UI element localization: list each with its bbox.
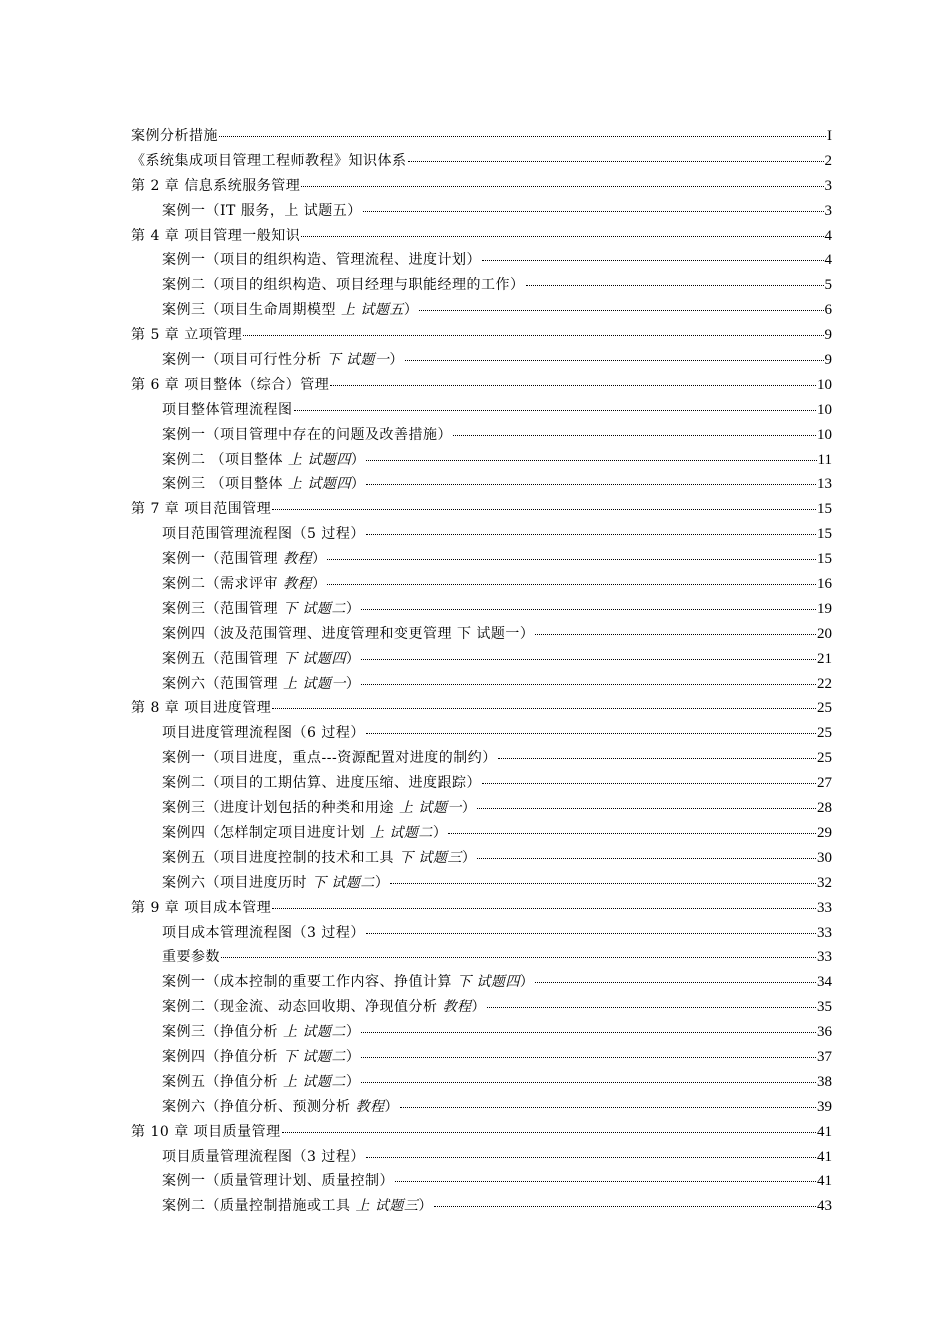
toc-entry-exam-ref: 下 试题四 <box>282 650 346 667</box>
page-number: 34 <box>817 974 832 991</box>
toc-entry-sub[interactable] <box>131 971 832 996</box>
dot-leader <box>361 1082 816 1083</box>
toc-entry-text: 案例一（IT 服务，上 试题五） <box>162 202 362 219</box>
page-number: 15 <box>817 526 832 543</box>
toc-entry-text: 案例四（怎样制定项目进度计划 <box>162 824 370 841</box>
page-number: 25 <box>817 700 832 717</box>
dot-leader <box>327 584 816 585</box>
toc-entry-title <box>131 1121 281 1141</box>
toc-entry-sub[interactable] <box>131 772 832 797</box>
toc-entry-text: 案例一（项目管理中存在的问题及改善措施） <box>162 426 452 443</box>
dot-leader <box>390 883 816 884</box>
toc-entry-text: 案例三（挣值分析 <box>162 1024 283 1041</box>
toc-entry-title <box>131 897 271 917</box>
toc-entry-exam-ref: 上 试题二 <box>369 824 433 841</box>
toc-entry-title <box>162 1021 360 1041</box>
page-number: 15 <box>817 501 832 518</box>
toc-entry-chapter[interactable] <box>131 498 832 523</box>
dot-leader <box>327 559 816 560</box>
toc-entry-title <box>162 1195 433 1215</box>
toc-entry-title <box>162 449 365 469</box>
dot-leader <box>434 1206 816 1207</box>
page-number: 4 <box>824 227 832 244</box>
toc-entry-exam-ref: 上 试题五 <box>340 302 404 319</box>
toc-entry-title <box>162 922 365 942</box>
dot-leader <box>361 1057 816 1058</box>
toc-entry-title <box>162 971 534 991</box>
dot-leader <box>400 1107 816 1108</box>
toc-entry-title <box>131 125 218 145</box>
toc-entry-text: 案例六（范围管理 <box>162 675 283 692</box>
toc-entry-title <box>162 946 220 966</box>
toc-entry-closing: ） <box>461 849 477 866</box>
toc-entry-title <box>162 473 365 493</box>
dot-leader <box>272 908 816 909</box>
page-number: 41 <box>817 1148 832 1165</box>
toc-entry-text: 案例三（进度计划包括的种类和用途 <box>162 800 399 817</box>
toc-entry-sub[interactable] <box>131 922 832 947</box>
dot-leader <box>301 186 823 187</box>
toc-entry-title <box>162 349 404 369</box>
page-number: 33 <box>817 924 832 941</box>
toc-entry-sub[interactable] <box>131 449 832 474</box>
dot-leader <box>526 285 824 286</box>
toc-entry-title <box>162 996 486 1016</box>
toc-entry-sub[interactable] <box>131 1195 832 1220</box>
toc-entry-exam-ref: 下 试题二 <box>311 874 375 891</box>
toc-entry-closing: ） <box>471 999 486 1016</box>
toc-entry-text: 第 7 章 项目范围管理 <box>131 501 272 518</box>
toc-entry-title <box>162 598 360 618</box>
toc-entry-text: 案例一（项目的组织构造、管理流程、进度计划） <box>162 252 481 269</box>
toc-entry-text: 案例六（项目进度历时 <box>162 874 312 891</box>
toc-entry-closing: ） <box>350 476 366 493</box>
toc-entry-title <box>162 872 389 892</box>
dot-leader <box>361 1032 816 1033</box>
toc-entry-closing: ） <box>519 974 535 991</box>
dot-leader <box>330 385 816 386</box>
dot-leader <box>419 310 823 311</box>
dot-leader <box>477 808 816 809</box>
toc-entry-exam-ref: 下 试题三 <box>398 849 462 866</box>
toc-entry-title <box>162 797 476 817</box>
page-number: 41 <box>817 1173 832 1190</box>
toc-entry-title <box>131 150 407 170</box>
toc-entry-text: 案例六（挣值分析、预测分析 <box>162 1098 356 1115</box>
toc-entry-text: 案例四（波及范围管理、进度管理和变更管理 下 试题一） <box>162 625 535 642</box>
toc-entry-title <box>162 548 326 568</box>
toc-entry-text: 项目范围管理流程图（5 过程） <box>162 526 365 543</box>
toc-entry-sub[interactable] <box>131 473 832 498</box>
toc-entry-text: 案例三 （项目整体 <box>162 476 288 493</box>
toc-entry-sub[interactable] <box>131 598 832 623</box>
toc-entry-text: 第 10 章 项目质量管理 <box>131 1123 281 1140</box>
page-number: 19 <box>817 600 832 617</box>
dot-leader <box>366 933 816 934</box>
toc-entry-exam-ref: 上 试题四 <box>287 451 351 468</box>
page-number: 25 <box>817 750 832 767</box>
page-number: 16 <box>817 576 832 593</box>
dot-leader <box>272 708 816 709</box>
toc-entry-title <box>162 274 525 294</box>
toc-entry-text: 案例二（需求评审 <box>162 576 283 593</box>
page-number: 2 <box>824 152 832 169</box>
dot-leader <box>487 1007 816 1008</box>
toc-entry-chapter[interactable] <box>131 374 832 399</box>
toc-entry-exam-ref: 下 试题四 <box>456 974 520 991</box>
dot-leader <box>448 833 816 834</box>
page-number: 9 <box>824 352 832 369</box>
toc-entry-sub[interactable] <box>131 1096 832 1121</box>
toc-entry-sub[interactable] <box>131 399 832 424</box>
toc-entry-title <box>131 324 242 344</box>
toc-entry-text: 第 4 章 项目管理一般知识 <box>131 227 301 244</box>
dot-leader <box>482 783 816 784</box>
toc-entry-title <box>162 747 497 767</box>
toc-entry-title <box>162 249 481 269</box>
dot-leader <box>408 161 824 162</box>
dot-leader <box>361 609 816 610</box>
page-number: 37 <box>817 1048 832 1065</box>
dot-leader <box>366 1157 816 1158</box>
toc-entry-closing: ） <box>311 551 327 568</box>
toc-entry-text: 案例二（项目的工期估算、进度压缩、进度跟踪） <box>162 775 481 792</box>
toc-entry-sub[interactable] <box>131 1146 832 1171</box>
toc-entry-exam-ref: 教程 <box>282 551 312 568</box>
toc-entry-exam-ref: 上 试题一 <box>398 800 462 817</box>
page-number: 27 <box>817 775 832 792</box>
page-number: 6 <box>824 302 832 319</box>
toc-entry-sub[interactable] <box>131 548 832 573</box>
page-number: 35 <box>817 999 832 1016</box>
page-number: 38 <box>817 1073 832 1090</box>
table-of-contents <box>131 125 832 1220</box>
toc-entry-title <box>162 648 360 668</box>
toc-entry-title <box>162 424 452 444</box>
page-number: 11 <box>817 451 832 468</box>
toc-entry-text: 第 5 章 立项管理 <box>131 327 243 344</box>
toc-entry-text: 重要参数 <box>162 949 220 966</box>
toc-entry-exam-ref: 上 试题一 <box>282 675 346 692</box>
toc-entry-text: 《系统集成项目管理工程师教程》知识体系 <box>131 152 407 169</box>
toc-entry-sub[interactable] <box>131 623 832 648</box>
toc-entry-text: 案例三（项目生命周期模型 <box>162 302 341 319</box>
dot-leader <box>366 534 816 535</box>
toc-entry-closing: ） <box>311 576 327 593</box>
dot-leader <box>272 509 816 510</box>
toc-entry-sub[interactable] <box>131 797 832 822</box>
toc-entry-closing: ） <box>350 451 366 468</box>
page-number: 15 <box>817 551 832 568</box>
toc-entry-title <box>131 225 300 245</box>
toc-entry-text: 第 6 章 项目整体（综合）管理 <box>131 376 330 393</box>
toc-entry-sub[interactable] <box>131 1021 832 1046</box>
toc-entry-sub[interactable] <box>131 1071 832 1096</box>
page-number: 25 <box>817 725 832 742</box>
page-number: 33 <box>817 899 832 916</box>
toc-entry-chapter[interactable] <box>131 1121 832 1146</box>
toc-entry-sub[interactable] <box>131 847 832 872</box>
toc-entry-exam-ref: 教程 <box>355 1098 385 1115</box>
toc-entry-sub[interactable] <box>131 648 832 673</box>
toc-entry-sub[interactable] <box>131 722 832 747</box>
toc-entry-closing: ） <box>345 1073 361 1090</box>
toc-entry-text: 案例五（范围管理 <box>162 650 283 667</box>
toc-entry-title <box>162 1071 360 1091</box>
page-number: 9 <box>824 327 832 344</box>
dot-leader <box>221 957 816 958</box>
toc-entry-title <box>162 623 534 643</box>
toc-entry-exam-ref: 下 试题二 <box>282 1048 346 1065</box>
toc-entry-title <box>131 374 329 394</box>
page-number: 28 <box>817 800 832 817</box>
page-number: 3 <box>824 177 832 194</box>
toc-entry-exam-ref: 下 试题一 <box>326 352 390 369</box>
toc-entry-exam-ref: 下 试题二 <box>282 600 346 617</box>
dot-leader <box>477 858 816 859</box>
page-number: 22 <box>817 675 832 692</box>
page-number: 13 <box>817 476 832 493</box>
toc-entry-chapter[interactable] <box>131 225 832 250</box>
toc-entry-sub[interactable] <box>131 424 832 449</box>
dot-leader <box>219 136 826 137</box>
dot-leader <box>453 435 816 436</box>
toc-entry-closing: ） <box>418 1198 433 1215</box>
toc-entry-text: 案例一（项目可行性分析 <box>162 352 327 369</box>
toc-entry-text: 案例一（项目进度，重点---资源配置对进度的制约） <box>162 750 497 767</box>
toc-entry-title <box>162 299 418 319</box>
toc-entry-title <box>162 673 360 693</box>
toc-entry-sub[interactable] <box>131 1170 832 1195</box>
toc-entry-closing: ） <box>345 675 361 692</box>
dot-leader <box>405 360 824 361</box>
toc-entry-sub[interactable] <box>131 673 832 698</box>
page-number: 41 <box>817 1123 832 1140</box>
toc-entry-exam-ref: 上 试题三 <box>355 1198 419 1215</box>
toc-entry-closing: ） <box>461 800 477 817</box>
toc-entry-text: 案例二（项目的组织构造、项目经理与职能经理的工作） <box>162 277 525 294</box>
toc-entry-text: 第 9 章 项目成本管理 <box>131 899 272 916</box>
toc-entry-title <box>162 573 326 593</box>
toc-entry-closing: ） <box>389 352 404 369</box>
page-number: 5 <box>824 277 832 294</box>
toc-entry-title <box>162 1170 394 1190</box>
toc-entry-chapter[interactable] <box>131 697 832 722</box>
toc-entry-text: 项目整体管理流程图 <box>162 401 293 418</box>
toc-entry-sub[interactable] <box>131 822 832 847</box>
toc-entry-title <box>162 722 365 742</box>
page-number: 43 <box>817 1198 832 1215</box>
toc-entry-closing: ） <box>345 600 361 617</box>
toc-entry-text: 案例四（挣值分析 <box>162 1048 283 1065</box>
toc-entry-sub[interactable] <box>131 747 832 772</box>
toc-entry-text: 案例一（质量管理计划、质量控制） <box>162 1173 394 1190</box>
toc-entry-title <box>162 822 447 842</box>
page-number: 29 <box>817 824 832 841</box>
dot-leader <box>361 659 816 660</box>
dot-leader <box>498 758 816 759</box>
toc-entry-sub[interactable] <box>131 200 832 225</box>
toc-entry-title <box>162 847 476 867</box>
page-number: 32 <box>817 874 832 891</box>
toc-entry-text: 案例一（范围管理 <box>162 551 283 568</box>
page-number: 3 <box>824 202 832 219</box>
toc-entry-sub[interactable] <box>131 1046 832 1071</box>
toc-entry-title <box>162 1046 360 1066</box>
toc-entry-sub[interactable] <box>131 274 832 299</box>
dot-leader <box>301 236 823 237</box>
toc-entry-sub[interactable] <box>131 573 832 598</box>
toc-entry-text: 案例一（成本控制的重要工作内容、挣值计算 <box>162 974 457 991</box>
dot-leader <box>535 634 816 635</box>
toc-entry-text: 案例五（项目进度控制的技术和工具 <box>162 849 399 866</box>
toc-entry-text: 案例分析措施 <box>131 128 218 144</box>
toc-entry-chapter[interactable] <box>131 125 832 150</box>
page-number: 36 <box>817 1024 832 1041</box>
toc-entry-text: 项目质量管理流程图（3 过程） <box>162 1148 365 1165</box>
toc-entry-title <box>162 1146 365 1166</box>
toc-entry-title <box>162 772 481 792</box>
toc-entry-exam-ref: 教程 <box>442 999 472 1016</box>
page-number: 10 <box>817 426 832 443</box>
page-number: 20 <box>817 625 832 642</box>
toc-entry-sub[interactable] <box>131 349 832 374</box>
toc-entry-text: 案例二（现金流、动态回收期、净现值分析 <box>162 999 443 1016</box>
page-number: 33 <box>817 949 832 966</box>
toc-entry-closing: ） <box>432 824 448 841</box>
toc-entry-exam-ref: 上 试题二 <box>282 1024 346 1041</box>
toc-entry-sub[interactable] <box>131 299 832 324</box>
toc-entry-text: 项目进度管理流程图（6 过程） <box>162 725 365 742</box>
toc-entry-exam-ref: 上 试题二 <box>282 1073 346 1090</box>
toc-entry-closing: ） <box>345 1048 361 1065</box>
dot-leader <box>282 1132 816 1133</box>
page-number: 10 <box>817 401 832 418</box>
toc-entry-title <box>162 200 362 220</box>
toc-entry-text: 第 8 章 项目进度管理 <box>131 700 272 717</box>
dot-leader <box>361 684 816 685</box>
toc-entry-closing: ） <box>384 1098 399 1115</box>
page-number: 21 <box>817 650 832 667</box>
toc-entry-sub[interactable] <box>131 996 832 1021</box>
dot-leader <box>363 211 824 212</box>
toc-entry-title <box>131 697 271 717</box>
dot-leader <box>366 460 816 461</box>
toc-entry-title <box>131 498 271 518</box>
toc-entry-text: 案例三（范围管理 <box>162 600 283 617</box>
toc-entry-title <box>162 399 293 419</box>
toc-entry-text: 案例五（挣值分析 <box>162 1073 283 1090</box>
toc-entry-title <box>162 1096 399 1116</box>
toc-entry-text: 项目成本管理流程图（3 过程） <box>162 924 365 941</box>
dot-leader <box>395 1181 816 1182</box>
toc-entry-sub[interactable] <box>131 872 832 897</box>
toc-entry-chapter[interactable] <box>131 324 832 349</box>
toc-entry-chapter[interactable] <box>131 175 832 200</box>
page-number: I <box>827 128 832 144</box>
toc-entry-text: 案例二（质量控制措施或工具 <box>162 1198 356 1215</box>
toc-entry-sub[interactable] <box>131 523 832 548</box>
toc-entry-closing: ） <box>345 650 361 667</box>
dot-leader <box>294 410 817 411</box>
toc-entry-sub[interactable] <box>131 249 832 274</box>
toc-entry-sub[interactable] <box>131 946 832 971</box>
page-number: 10 <box>817 376 832 393</box>
toc-entry-closing: ） <box>345 1024 361 1041</box>
page-number: 4 <box>824 252 832 269</box>
dot-leader <box>482 260 824 261</box>
dot-leader <box>366 733 816 734</box>
toc-entry-text: 案例二 （项目整体 <box>162 451 288 468</box>
toc-entry-exam-ref: 教程 <box>282 576 312 593</box>
dot-leader <box>535 982 816 983</box>
dot-leader <box>243 335 823 336</box>
page-number: 30 <box>817 849 832 866</box>
toc-entry-title <box>162 523 365 543</box>
toc-entry-closing: ） <box>403 302 419 319</box>
toc-entry-closing: ） <box>374 874 390 891</box>
toc-entry-chapter[interactable] <box>131 150 832 175</box>
toc-entry-exam-ref: 上 试题四 <box>287 476 351 493</box>
toc-entry-title <box>131 175 300 195</box>
dot-leader <box>366 484 816 485</box>
toc-entry-text: 第 2 章 信息系统服务管理 <box>131 177 301 194</box>
toc-entry-chapter[interactable] <box>131 897 832 922</box>
page-number: 39 <box>817 1098 832 1115</box>
